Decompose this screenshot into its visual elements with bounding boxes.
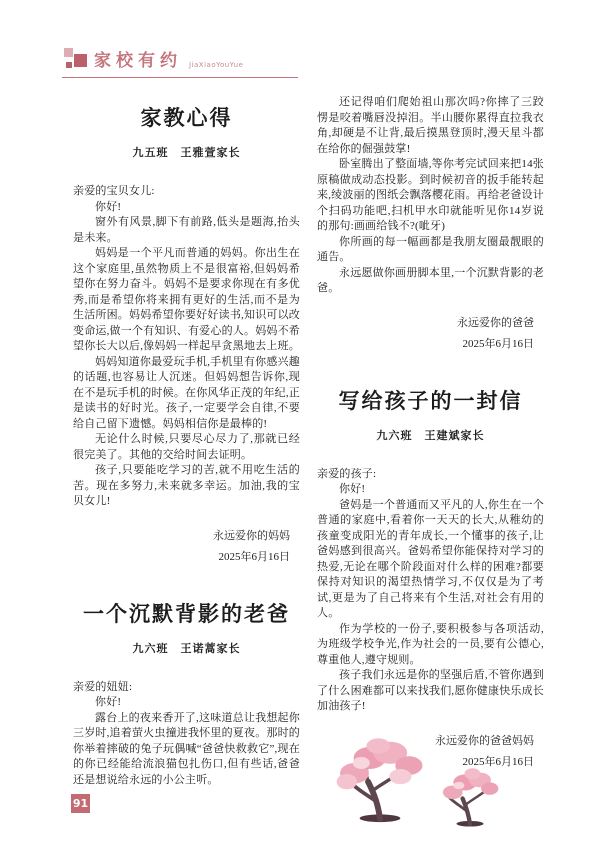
salutation: 亲爱的孩子: xyxy=(317,467,377,480)
paragraph: 孩子,只要能吃学习的苦,就不用吃生活的苦。现在多努力,未来就多幸运。加油,我的宝贝女儿! xyxy=(73,464,300,507)
left-column xyxy=(73,88,300,838)
paragraph: 孩子我们永远是你的坚强后盾,不管你遇到了什么困难都可以来找我们,愿你健康快乐成长加油孩子! xyxy=(317,669,544,712)
paragraph: 你好! xyxy=(339,483,366,495)
article-byline: 九六班 王建斌家长 xyxy=(376,429,485,442)
brand-squares-icon xyxy=(62,46,87,70)
signature-date: 2025年6月16日 xyxy=(462,337,534,350)
logo-square-small xyxy=(66,62,72,68)
paragraph: 你好! xyxy=(95,696,122,708)
paragraph: 你好! xyxy=(95,200,122,213)
signature-name: 永远爱你的爸爸妈妈 xyxy=(435,734,534,747)
article-title: 一个沉默背影的老爸 xyxy=(83,601,290,626)
page-number-badge: 91 xyxy=(71,794,90,813)
paragraph: 你所画的每一幅画都是我朋友圈最靓眼的通告。 xyxy=(317,235,544,263)
paragraph: 窗外有风景,脚下有前路,低头是题海,抬头是未来。 xyxy=(73,216,300,244)
signature-block xyxy=(73,526,300,568)
cherry-blossom-tree-icon xyxy=(329,733,431,827)
article-byline: 九六班 王诺蒿家长 xyxy=(132,642,241,655)
paragraph: 无论什么时候,只要尽心尽力了,那就已经很完美了。其他的交给时间去证明。 xyxy=(73,433,300,461)
paragraph: 作为学校的一份子,要积极参与各项活动,为班级学校争光,作为社会的一员,要有公德心,尊重他人,遵守规则。 xyxy=(317,622,544,666)
salutation: 亲爱的宝贝女儿: xyxy=(73,185,155,197)
signature-date: 2025年6月16日 xyxy=(462,755,534,768)
salutation: 亲爱的妞妞: xyxy=(73,680,133,693)
paragraph: 妈妈知道你最爱玩手机,手机里有你感兴趣的话题,也容易让人沉迷。但妈妈想告诉你,现在不是玩手机的时候。在你风华正茂的年纪,正是读书的好时光。孩子,一定要学会自律,不要给自己留下遗憾。妈妈相信你是最棒的! xyxy=(73,355,300,430)
content-columns xyxy=(73,88,544,838)
article-byline: 九五班 王雅萱家长 xyxy=(132,147,241,159)
signature-block xyxy=(317,313,544,355)
article-chenmo-beiying-start xyxy=(73,598,300,789)
article-xiegei-haizi xyxy=(317,385,544,773)
brand-title: 家校有约 xyxy=(94,51,182,71)
paragraph: 永远愿做你画册脚本里,一个沉默背影的老爸。 xyxy=(317,266,544,294)
article-title: 写给孩子的一封信 xyxy=(338,388,523,413)
page-header xyxy=(62,46,298,78)
brand-pinyin: JiaXiaoYouYue xyxy=(189,61,244,69)
logo-square-light xyxy=(64,48,73,57)
paragraph: 露台上的夜来香开了,这味道总让我想起你三岁时,追着萤火虫撞进我怀里的夏夜。那时的你举着摔破的兔子玩偶喊“爸爸快救救它”,现在的你已经能给流浪猫包扎伤口,但有些话,爸爸还是想说给永远的小公主听。 xyxy=(73,711,300,786)
signature-date: 2025年6月16日 xyxy=(218,550,290,563)
right-column xyxy=(317,88,544,838)
paragraph: 妈妈是一个平凡而普通的妈妈。你出生在这个家庭里,虽然物质上不是很富裕,但妈妈希望你在努力奋斗。妈妈不是要求你现在有多优秀,而是希望你将来拥有更好的生活,而不是为生活所困。妈妈希望你要好好读书,知识可以改变命运,做一个有知识、有爱心的人。妈妈不希望你长大以后,像妈妈一样起早贪黑地去上班。 xyxy=(73,247,300,352)
cherry-blossom-trees xyxy=(317,733,544,838)
signature-name: 永远爱你的爸爸 xyxy=(457,316,534,329)
article-title: 家教心得 xyxy=(140,106,233,130)
cherry-blossom-tree-icon xyxy=(433,763,507,829)
logo-square-large xyxy=(74,54,87,67)
article-jiajiao-xinde xyxy=(73,102,300,568)
paragraph: 爸妈是一个普通而又平凡的人,你生在一个普通的家庭中,看着你一天天的长大,从稚幼的孩童变成阳光的青年成长,一个懂事的孩子,让爸妈感到很高兴。爸妈希望你能保持对学习的热爱,无论在哪个阶段面对什么样的困难?都要保持对知识的渴望热情学习,不仅仅是为了考试,更是为了自己将来有个生活,对社会有用的人。 xyxy=(317,498,544,619)
paragraph: 还记得咱们爬始祖山那次吗?你摔了三跤愣是咬着嘴唇没掉泪。半山腰你累得直拉我衣角,却硬是不让背,最后摸黑登顶时,漫天星斗都在给你的倔强鼓掌! xyxy=(317,96,544,155)
signature-name: 永远爱你的妈妈 xyxy=(213,529,290,542)
paragraph: 卧室腾出了整面墙,等你考完试回来把14张原稿做成动态投影。到时候初音的扳手能转起来,绫波丽的图纸会飘落樱花雨。再给老爸设计个扫码功能吧,扫机甲水印就能听见你14岁说的那句:画画给钱不?(呲牙) xyxy=(317,158,544,232)
article-chenmo-beiying-continued xyxy=(317,88,544,355)
